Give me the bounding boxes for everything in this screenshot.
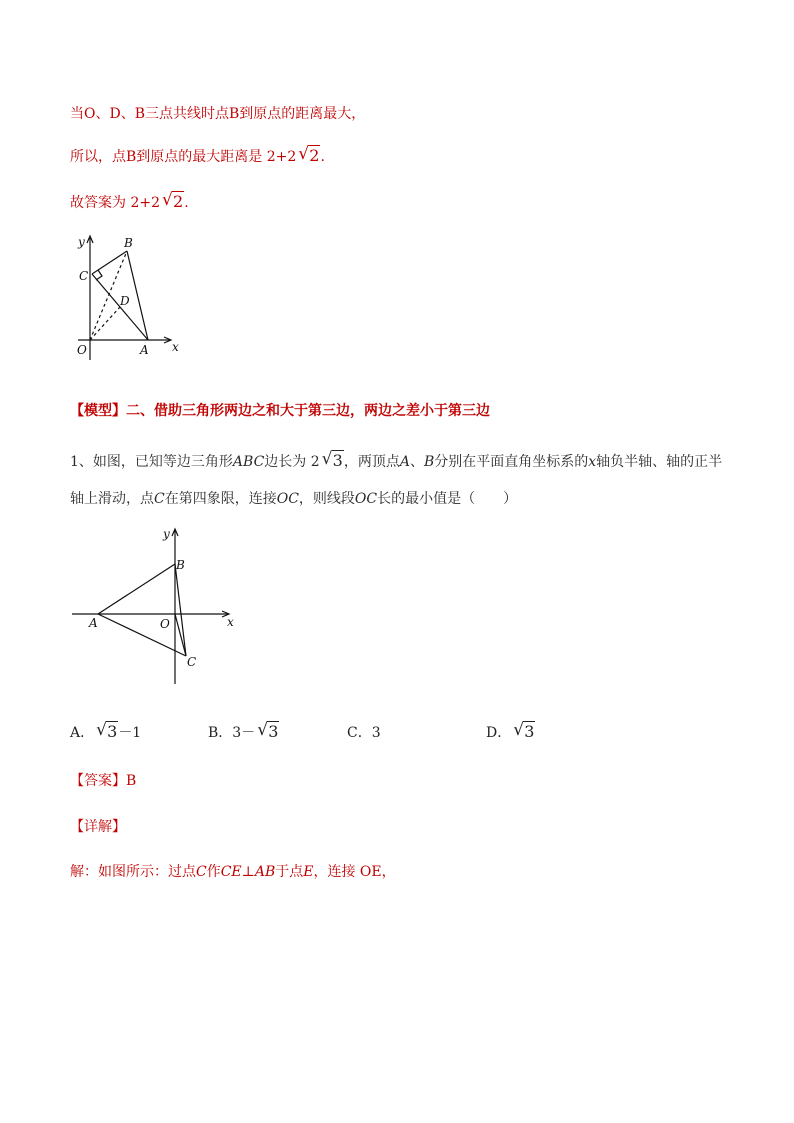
point-A: A — [399, 454, 410, 470]
question-text: 1、如图，已知等边三角形 — [70, 454, 233, 470]
radicand: 3 — [268, 722, 279, 741]
sqrt-symbol: √ 2 — [298, 144, 320, 165]
figure-1-diagram — [70, 230, 190, 365]
radicand: 2 — [309, 146, 320, 165]
label-y: y — [78, 235, 85, 249]
question-text: 边长为 2 — [264, 454, 320, 470]
solution-line-1: 当O、D、B三点共线时点B到原点的距离最大， — [70, 106, 366, 122]
question-text: 分别在平面直角坐标系的 — [434, 454, 589, 470]
sqrt-symbol: √ 3 — [257, 720, 279, 741]
segment-BA — [127, 251, 148, 340]
point-B: B — [423, 454, 435, 470]
question-line-2 — [70, 488, 517, 508]
solution-line-3-text: 故答案为 2+2 — [70, 195, 160, 211]
option-d-label: D． — [486, 725, 512, 741]
detail-text: ，连接 OE， — [313, 864, 396, 880]
segment-OD-dashed — [90, 307, 120, 340]
sqrt-symbol: √ 3 — [513, 720, 535, 741]
question-text: 轴上滑动，点 — [70, 491, 154, 507]
figure-2-diagram — [70, 526, 245, 688]
option-a-suffix: －1 — [118, 725, 142, 741]
right-angle-mark — [96, 270, 102, 280]
sqrt-symbol: √ 3 — [321, 449, 343, 470]
option-c-label: C．3 — [347, 725, 381, 741]
period: . — [184, 195, 189, 211]
question-text: 、 — [409, 454, 424, 470]
point-C: C — [154, 491, 165, 507]
question-line-1 — [70, 451, 722, 471]
detail-text: 解：如图所示：过点 — [70, 864, 196, 880]
answer-line: 【答案】B — [70, 773, 137, 789]
segment-OC: OC — [276, 491, 299, 507]
detail-text: 于点 — [275, 864, 304, 880]
sqrt-symbol: √ 3 — [96, 720, 118, 741]
label-B: B — [176, 558, 185, 572]
label-C: C — [79, 269, 89, 283]
detail-heading: 【详解】 — [70, 819, 126, 835]
option-a-label: A． — [70, 725, 95, 741]
solution-line-2 — [70, 146, 325, 166]
label-A: A — [89, 616, 98, 630]
point-E: E — [303, 864, 314, 880]
segment-CE: CE — [220, 864, 242, 880]
model-heading: 【模型】二、借助三角形两边之和大于第三边，两边之差小于第三边 — [70, 403, 490, 419]
label-C: C — [187, 655, 197, 669]
period: . — [320, 149, 325, 165]
solution-line-2-text: 所以，点B到原点的最大距离是 2+2 — [70, 149, 297, 165]
detail-line — [70, 861, 396, 881]
question-text: ，两顶点 — [343, 454, 400, 470]
sqrt-symbol: √ 2 — [162, 190, 184, 211]
label-A: A — [140, 343, 149, 357]
option-c[interactable] — [347, 722, 381, 742]
option-b[interactable] — [208, 722, 279, 742]
segment-AC — [98, 614, 186, 656]
label-B: B — [124, 236, 133, 250]
question-text: 在第四象限，连接 — [164, 491, 277, 507]
label-D: D — [120, 294, 130, 308]
label-x: x — [172, 340, 179, 354]
label-y: y — [163, 527, 170, 541]
solution-line-3 — [70, 192, 189, 212]
label-O: O — [160, 617, 170, 631]
segment-AB — [98, 564, 175, 614]
question-text: 轴负半轴、轴的正半 — [596, 454, 723, 470]
label-O: O — [77, 343, 87, 357]
axis-x: x — [588, 454, 597, 470]
question-text: 长的最小值是（ ） — [377, 491, 518, 507]
point-C: C — [196, 864, 207, 880]
question-text: ，则线段 — [298, 491, 355, 507]
segment-AB: AB — [254, 864, 276, 880]
perp-symbol: ⊥ — [241, 864, 255, 880]
segment-OC — [175, 614, 186, 656]
label-x: x — [227, 615, 234, 629]
radicand: 3 — [524, 722, 535, 741]
segment-CB — [92, 251, 127, 274]
option-d[interactable] — [486, 722, 535, 742]
segment-BC — [175, 564, 186, 656]
triangle-name: ABC — [232, 454, 265, 470]
option-a[interactable] — [70, 722, 141, 742]
option-b-label: B．3－ — [208, 725, 256, 741]
radicand: 2 — [173, 192, 184, 211]
radicand: 3 — [332, 451, 343, 470]
segment-OC: OC — [354, 491, 378, 507]
radicand: 3 — [107, 722, 118, 741]
detail-text: 作 — [206, 864, 221, 880]
